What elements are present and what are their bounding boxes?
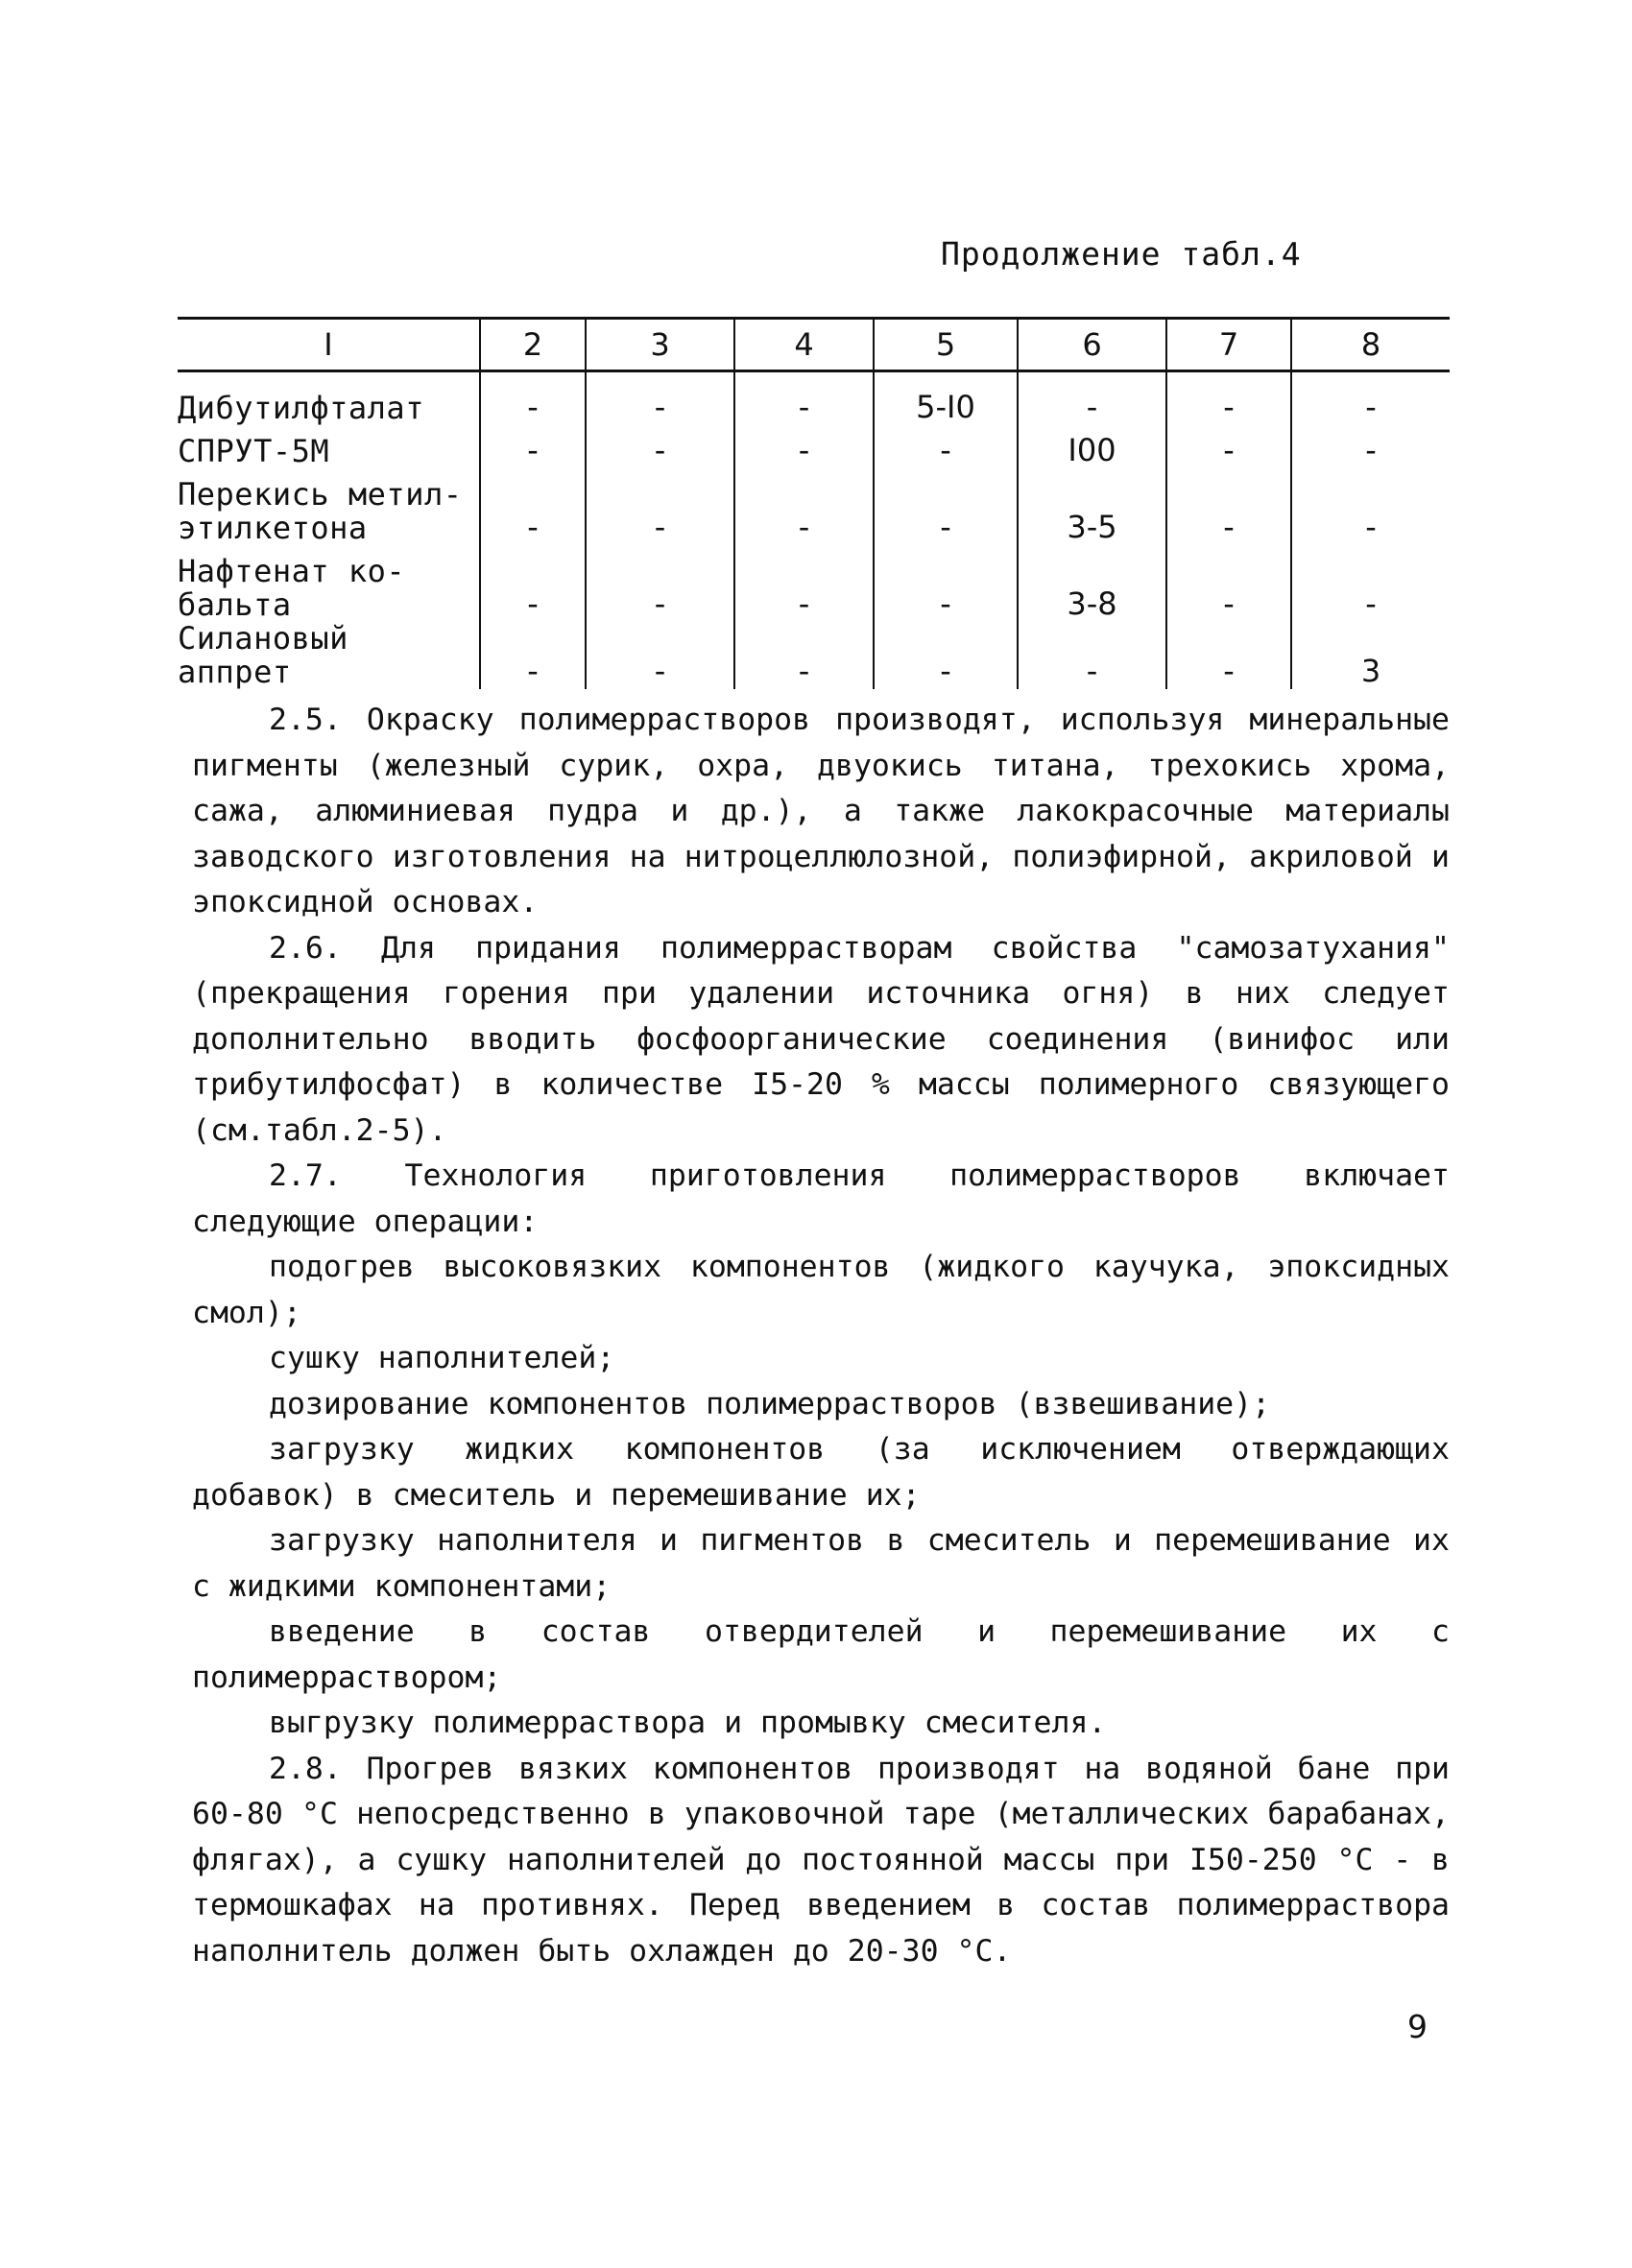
column-header: 2 xyxy=(480,319,586,371)
table-cell: - xyxy=(1291,545,1450,622)
column-header: 8 xyxy=(1291,319,1450,371)
table-cell: I00 xyxy=(1018,425,1166,468)
table-row xyxy=(178,622,1450,689)
body-text xyxy=(192,698,1450,1974)
component-name: Нафтенат ко- бальта xyxy=(178,553,406,623)
table-cell: - xyxy=(480,371,586,426)
table-cell: - xyxy=(1018,622,1166,689)
table-cell: - xyxy=(586,468,734,545)
table-cell: - xyxy=(480,622,586,689)
table-cell: - xyxy=(480,468,586,545)
table-row xyxy=(178,545,1450,622)
paragraph-2-7: 2.7. Технология приготовления полимеррастворов включает следующие операции: xyxy=(192,1158,1450,1239)
table-cell: - xyxy=(734,371,874,426)
table-cell: - xyxy=(1166,545,1291,622)
operation-item: загрузку жидких компонентов (за исключением отверждающих добавок) в смеситель и перемешивание их; xyxy=(192,1432,1450,1513)
table-cell: - xyxy=(1291,468,1450,545)
operation-item: загрузку наполнителя и пигментов в смеситель и перемешивание их с жидкими компонентами; xyxy=(192,1523,1450,1604)
operation-item: сушку наполнителей; xyxy=(269,1341,615,1375)
table-cell: - xyxy=(1166,371,1291,426)
components-table xyxy=(178,317,1450,689)
table-cell: - xyxy=(874,622,1018,689)
paragraph-2-8: 2.8. Прогрев вязких компонентов производят на водяной бане при 60-80 °С непосредственно в упаковочной таре (металлических барабанах, флягах), а сушку наполнителей до постоянной массы при I50-250 °С - в термошкафах на противнях. Перед введением в состав полимерраствора наполнитель должен быть охлажден до 20-30 °С. xyxy=(192,1751,1450,1969)
operation-item: введение в состав отвердителей и перемешивание их с полимерраствором; xyxy=(192,1614,1450,1695)
component-name: СПРУТ-5М xyxy=(178,433,330,469)
operation-item: дозирование компонентов полимеррастворов (взвешивание); xyxy=(269,1386,1271,1421)
table-cell: - xyxy=(734,545,874,622)
table-header-row xyxy=(178,319,1450,371)
table-cell: - xyxy=(586,425,734,468)
component-name: Силановый аппрет xyxy=(178,620,348,690)
column-header: I xyxy=(178,319,480,371)
table-cell: - xyxy=(734,622,874,689)
table-cell: - xyxy=(586,371,734,426)
table-cell: - xyxy=(1291,371,1450,426)
table-row xyxy=(178,425,1450,468)
column-header: 7 xyxy=(1166,319,1291,371)
page-number: 9 xyxy=(1407,2008,1428,2045)
table-cell: 5-I0 xyxy=(874,371,1018,426)
column-header: 4 xyxy=(734,319,874,371)
table-cell: - xyxy=(480,425,586,468)
column-header: 5 xyxy=(874,319,1018,371)
table-cell: - xyxy=(874,468,1018,545)
table-cell: 3-8 xyxy=(1018,545,1166,622)
table-cell: - xyxy=(1291,425,1450,468)
table-caption: Продолжение табл.4 xyxy=(941,235,1302,273)
table-cell: - xyxy=(1166,468,1291,545)
column-header: 6 xyxy=(1018,319,1166,371)
column-header: 3 xyxy=(586,319,734,371)
table-cell: - xyxy=(1166,622,1291,689)
table-row xyxy=(178,371,1450,426)
table-cell: 3 xyxy=(1291,622,1450,689)
table-cell: - xyxy=(1018,371,1166,426)
table-cell: 3-5 xyxy=(1018,468,1166,545)
operation-item: подогрев высоковязких компонентов (жидкого каучука, эпоксидных смол); xyxy=(192,1250,1450,1330)
table-cell: - xyxy=(874,425,1018,468)
table-row xyxy=(178,468,1450,545)
table-cell: - xyxy=(734,468,874,545)
table-cell: - xyxy=(874,545,1018,622)
component-name: Перекись метил- этилкетона xyxy=(178,476,463,546)
operation-item: выгрузку полимерраствора и промывку смесителя. xyxy=(269,1706,1107,1740)
paragraph-2-5: 2.5. Окраску полимеррастворов производят, используя минеральные пигменты (железный сурик, охра, двуокись титана, трехокись хрома, сажа, алюминиевая пудра и др.), а также лакокрасочные материалы заводского изготовления на нитроцеллюлозной, полиэфирной, акриловой и эпоксидной основах. xyxy=(192,703,1450,919)
table-cell: - xyxy=(586,622,734,689)
table-cell: - xyxy=(480,545,586,622)
table-cell: - xyxy=(1166,425,1291,468)
component-name: Дибутилфталат xyxy=(178,390,424,426)
paragraph-2-6: 2.6. Для придания полимеррастворам свойства "самозатухания" (прекращения горения при удалении источника огня) в них следует дополнительно вводить фосфоорганические соединения (винифос или трибутилфосфат) в количестве I5-20 % массы полимерного связующего (см.табл.2-5). xyxy=(192,930,1450,1148)
table-cell: - xyxy=(734,425,874,468)
table-cell: - xyxy=(586,545,734,622)
